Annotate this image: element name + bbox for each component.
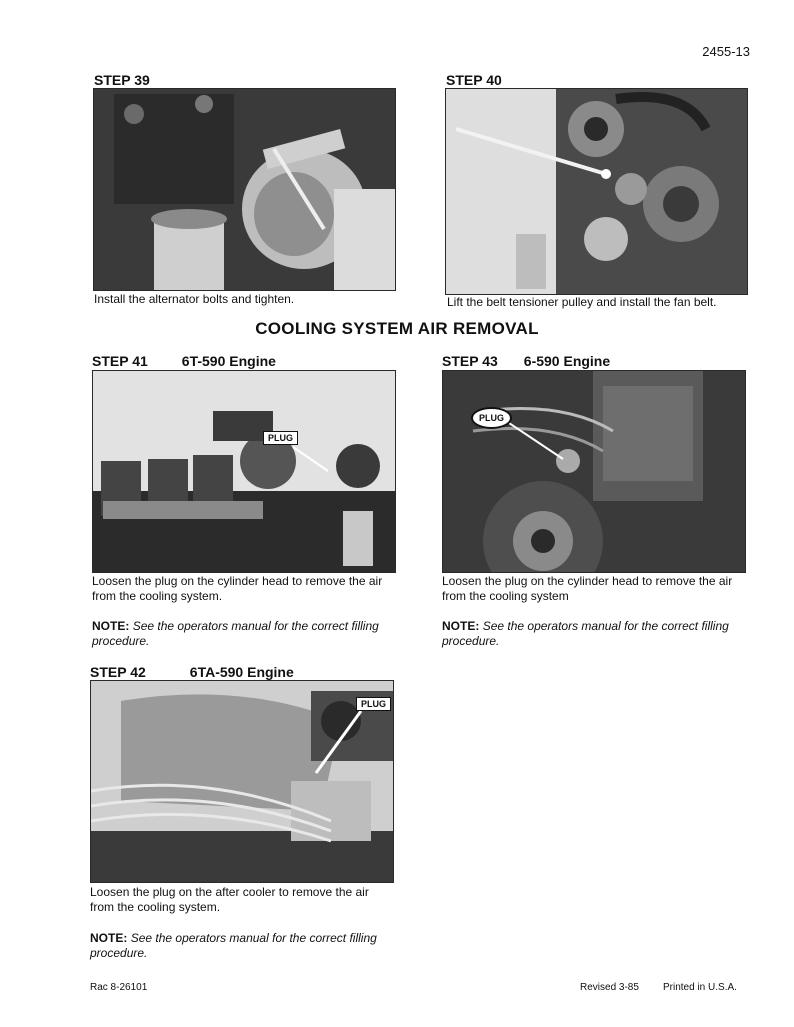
note-text: See the operators manual for the correct filling procedure.	[90, 931, 377, 960]
step-41-photo	[92, 370, 396, 573]
step-39-heading	[94, 72, 150, 88]
step-41-caption: Loosen the plug on the cylinder head to remove the air from the cooling system.	[92, 574, 383, 603]
engine-label: 6TA-590 Engine	[189, 664, 294, 680]
note-text: See the operators manual for the correct filling procedure.	[442, 619, 729, 648]
section-title: COOLING SYSTEM AIR REMOVAL	[255, 319, 539, 338]
step-43-note	[442, 619, 746, 649]
note-text: See the operators manual for the correct filling procedure.	[92, 619, 379, 648]
page-number: 2455-13	[702, 44, 750, 59]
step-label: STEP 39	[94, 72, 150, 88]
step-40-caption: Lift the belt tensioner pulley and install the fan belt.	[447, 295, 717, 309]
step-40-heading	[446, 72, 502, 88]
note-label: NOTE:	[90, 931, 128, 945]
step-42-photo	[90, 680, 394, 883]
step-42-caption: Loosen the plug on the after cooler to remove the air from the cooling system.	[90, 885, 369, 914]
step-label: STEP 42	[90, 664, 146, 680]
engine-label: 6T-590 Engine	[181, 353, 276, 369]
footer-doc-number: Rac 8-26101	[90, 982, 148, 993]
footer-printed: Printed in U.S.A.	[663, 982, 737, 993]
plug-callout: PLUG	[471, 407, 512, 429]
step-43-caption: Loosen the plug on the cylinder head to remove the air from the cooling system	[442, 574, 733, 603]
step-41-heading	[92, 353, 276, 369]
step-39-photo	[93, 88, 396, 291]
step-41-note	[92, 619, 396, 649]
step-label: STEP 43	[442, 353, 498, 369]
engine-label: 6-590 Engine	[523, 353, 611, 369]
plug-callout: PLUG	[356, 697, 391, 711]
step-label: STEP 41	[92, 353, 148, 369]
step-40-photo	[445, 88, 748, 295]
note-label: NOTE:	[442, 619, 480, 633]
step-42-heading	[90, 664, 294, 680]
footer-revised: Revised 3-85	[580, 982, 639, 993]
step-label: STEP 40	[446, 72, 502, 88]
plug-callout: PLUG	[263, 431, 298, 445]
step-43-photo	[442, 370, 746, 573]
step-39-caption: Install the alternator bolts and tighten.	[94, 292, 295, 306]
note-label: NOTE:	[92, 619, 130, 633]
step-42-note	[90, 931, 394, 961]
step-43-heading	[442, 353, 610, 369]
